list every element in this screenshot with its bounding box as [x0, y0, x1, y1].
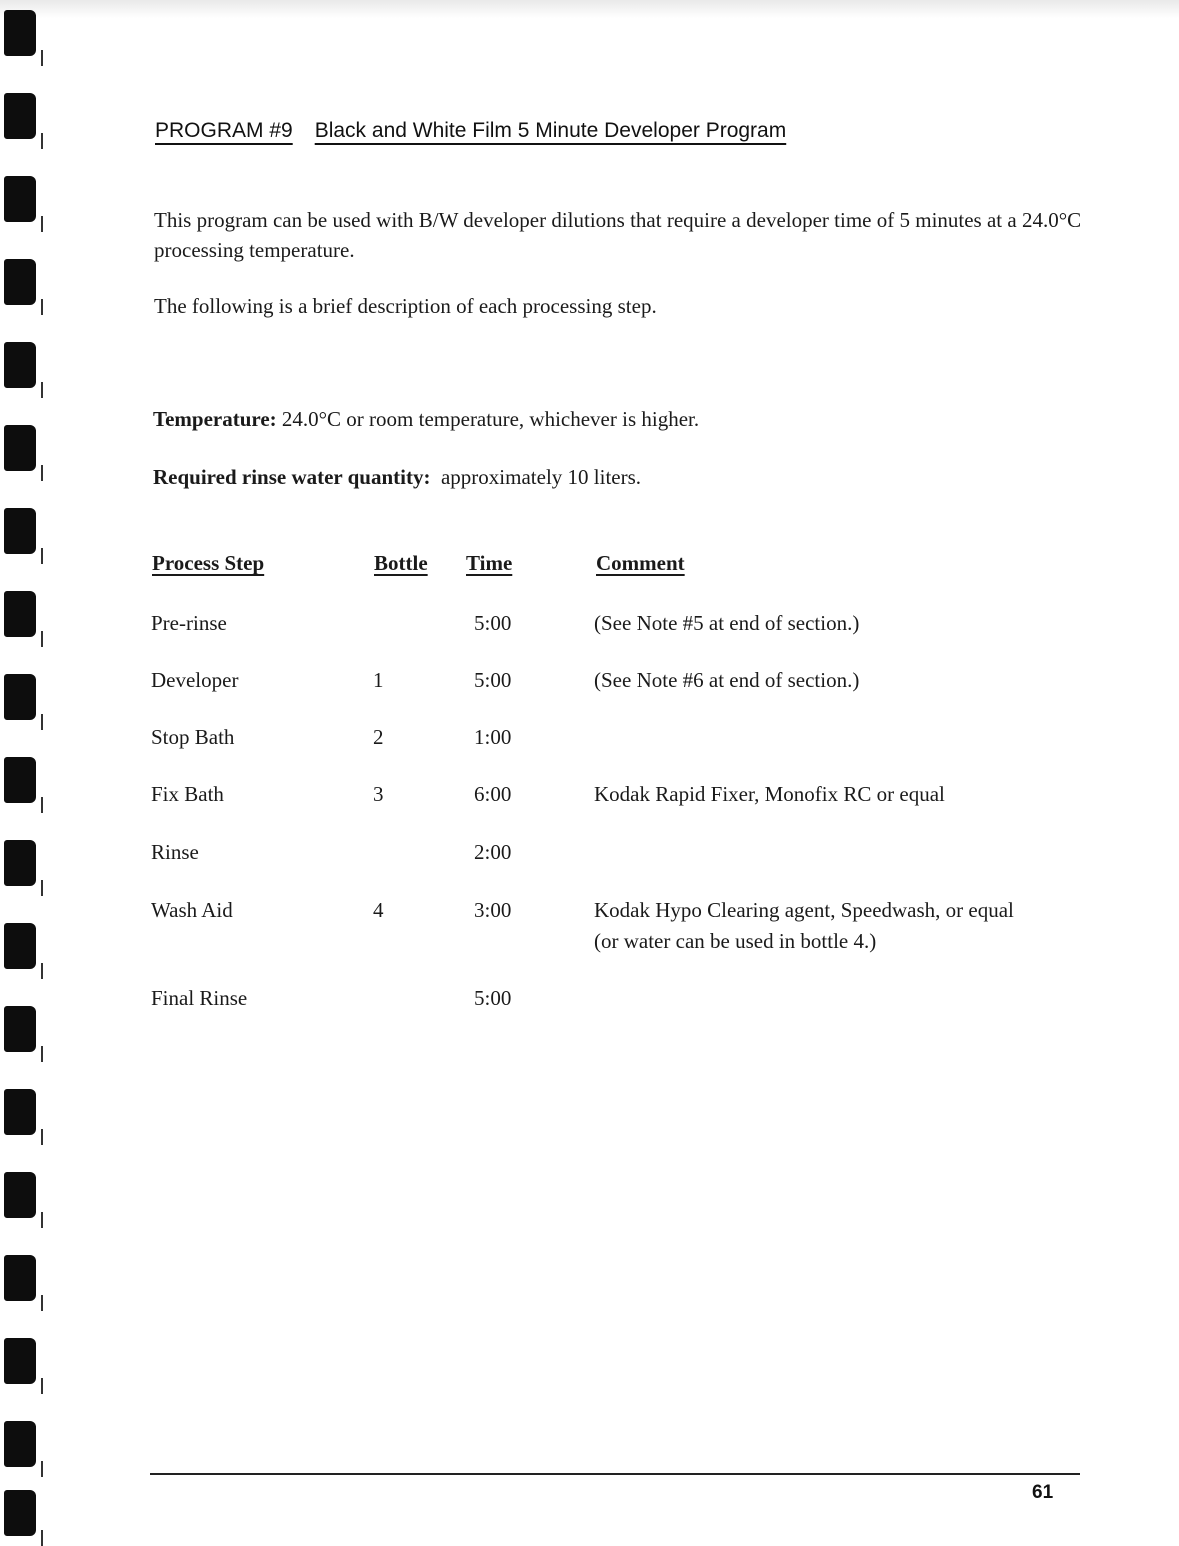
step-name: Final Rinse [151, 986, 248, 1010]
binding-hole [4, 425, 36, 471]
step-time: 5:00 [474, 986, 512, 1010]
binding-hole [4, 674, 36, 720]
binding-hole [4, 93, 36, 139]
binding-hole [4, 840, 36, 886]
step-time: 6:00 [474, 782, 512, 806]
page-number: 61 [1032, 1482, 1054, 1503]
binding-hole [4, 1006, 36, 1052]
program-number: PROGRAM #9 [155, 119, 293, 142]
step-time: 5:00 [474, 611, 512, 635]
footer-divider [150, 1473, 1080, 1475]
binding-hole [4, 1089, 36, 1135]
rinse-water-value: approximately 10 liters. [440, 465, 642, 489]
step-time: 2:00 [474, 840, 512, 864]
binding-hole [4, 1172, 36, 1218]
binding-hole [4, 1338, 36, 1384]
step-name: Wash Aid [151, 898, 233, 922]
rinse-water-label: Required rinse water quantity: [153, 465, 431, 489]
step-comment: (See Note #6 at end of section.) [594, 668, 860, 692]
rinse-water-spec [153, 465, 641, 490]
bottle-number: 4 [373, 898, 384, 922]
binding-hole [4, 923, 36, 969]
binding-hole [4, 259, 36, 305]
binding-hole [4, 757, 36, 803]
scan-top-shading [0, 0, 1179, 18]
binding-hole [4, 1421, 36, 1467]
step-name: Stop Bath [151, 725, 235, 749]
binding-hole [4, 342, 36, 388]
step-time: 3:00 [474, 898, 512, 922]
binding-hole [4, 591, 36, 637]
binding-hole [4, 508, 36, 554]
binding-hole [4, 1255, 36, 1301]
bottle-number: 1 [373, 668, 384, 692]
temperature-label: Temperature: [153, 407, 277, 431]
step-name: Fix Bath [151, 782, 224, 806]
step-name: Developer [151, 668, 239, 692]
header-bottle: Bottle [374, 551, 428, 575]
step-time: 1:00 [474, 725, 512, 749]
temperature-spec [153, 407, 699, 432]
program-title: Black and White Film 5 Minute Developer Program [314, 119, 787, 142]
page-heading [155, 119, 786, 143]
step-comment: (See Note #5 at end of section.) [594, 611, 860, 635]
spiral-binding-holes [0, 0, 45, 1539]
step-time: 5:00 [474, 668, 512, 692]
intro-paragraph: This program can be used with B/W developer dilutions that require a developer time of 5 minutes at a 24.0°C processing temperature. [154, 208, 1082, 262]
step-comment-continued: (or water can be used in bottle 4.) [594, 929, 877, 953]
step-name: Rinse [151, 840, 199, 864]
binding-hole [4, 176, 36, 222]
step-comment: Kodak Rapid Fixer, Monofix RC or equal [594, 782, 945, 806]
bottle-number: 3 [373, 782, 384, 806]
header-process-step: Process Step [152, 551, 265, 575]
binding-hole [4, 10, 36, 56]
intro-note: The following is a brief description of each processing step. [154, 294, 657, 318]
bottle-number: 2 [373, 725, 384, 749]
header-comment: Comment [596, 551, 685, 575]
binding-hole [4, 1490, 36, 1536]
step-name: Pre-rinse [151, 611, 227, 635]
temperature-value: 24.0°C or room temperature, whichever is higher. [281, 407, 700, 431]
step-comment: Kodak Hypo Clearing agent, Speedwash, or equal [594, 898, 1014, 922]
header-time: Time [466, 551, 513, 575]
